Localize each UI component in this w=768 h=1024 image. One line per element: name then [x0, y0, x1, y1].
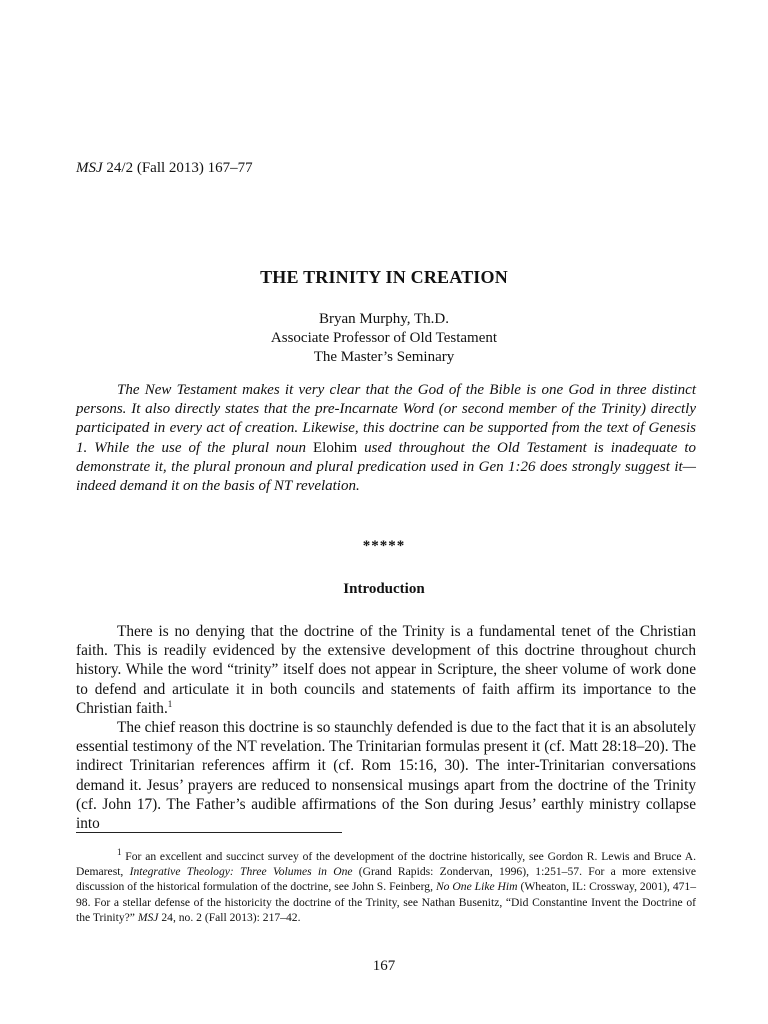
footnote-divider [76, 832, 342, 833]
paragraph-1-text: There is no denying that the doctrine of the Trinity is a fundamental tenet of the Christian faith. This is readily evidenced by the extensive development of this doctrine throughout church history. While the word “trinity” itself does not appear in Scripture, the sheer volume of work done to defend and articulate it in both councils and statements of faith affirm its importance to the Christian faith. [76, 623, 696, 717]
body-paragraph-2: The chief reason this doctrine is so staunchly defended is due to the fact that it is an absolutely essential testimony of the NT revelation. The Trinitarian formulas present it (cf. Matt 28:18–20). The indirect Trinitarian references affirm it (cf. Rom 15:16, 30). The inter-Trinitarian conversations demand it. Jesus’ prayers are reduced to nonsensical musings apart from the doctrine of the Trinity (cf. John 17). The Father’s audible affirmations of the Son during Jesus’ earthly ministry collapse into [76, 719, 696, 833]
journal-reference [76, 159, 253, 177]
footnote-title-c: MSJ [137, 910, 159, 924]
abstract-part-2: used throughout the Old Testament is inadequate to demonstrate it, the plural pronoun and plural predication used in Gen 1:26 does strongly suggest it—indeed demand it on the basis of NT revelation. [76, 439, 696, 495]
author-position: Associate Professor of Old Testament [270, 330, 498, 346]
footnote-text-b: (Grand Rapids: Zondervan, 1996), 1:251–57. For a more extensive discussion of the historical formulation of the doctrine, see John S. Feinberg, [76, 865, 696, 894]
abstract-part-1: The New Testament makes it very clear that the God of the Bible is one God in three distinct persons. It also directly states that the pre-Incarnate Word (or second member of the Trinity) directly participated in every act of creation. Likewise, this doctrine can be supported from the text of Genesis 1. While the use of the plural noun [76, 382, 696, 456]
footnote-reference[interactable]: 1 [167, 698, 173, 709]
page-number: 167 [372, 958, 396, 974]
footnote-text-c: (Wheaton, IL: Crossway, 2001), 471–98. For a stellar defense of the historicity the doctrine of the Trinity, see Nathan Busenitz, “Did Constantine Invent the Doctrine of the Trinity?” [76, 880, 697, 924]
author-name: Bryan Murphy, Th.D. [319, 311, 449, 327]
author-block [0, 310, 768, 367]
footnote-text-a: For an excellent and succinct survey of the development of the doctrine historically, see Gordon R. Lewis and Bruce A. Demarest, [76, 850, 696, 879]
abstract [76, 381, 696, 496]
abstract-roman-term: Elohim [313, 439, 358, 456]
author-institution: The Master’s Seminary [313, 349, 455, 365]
footnote [76, 849, 696, 925]
footnote-text-d: 24, no. 2 (Fall 2013): 217–42. [158, 910, 301, 924]
footnote-paragraph [76, 849, 696, 925]
article-title: THE TRINITY IN CREATION [260, 267, 508, 287]
footnote-number: 1 [117, 847, 122, 858]
body-text [76, 622, 696, 833]
footnote-title-a: Integrative Theology: Three Volumes in One [129, 865, 353, 879]
section-heading: Introduction [343, 581, 425, 597]
journal-issue: 24/2 (Fall 2013) 167–77 [102, 160, 253, 176]
section-separator: ***** [362, 538, 406, 554]
body-paragraph-1 [76, 622, 696, 718]
footnote-title-b: No One Like Him [435, 880, 518, 894]
journal-abbrev: MSJ [76, 160, 103, 176]
abstract-paragraph [76, 381, 696, 496]
